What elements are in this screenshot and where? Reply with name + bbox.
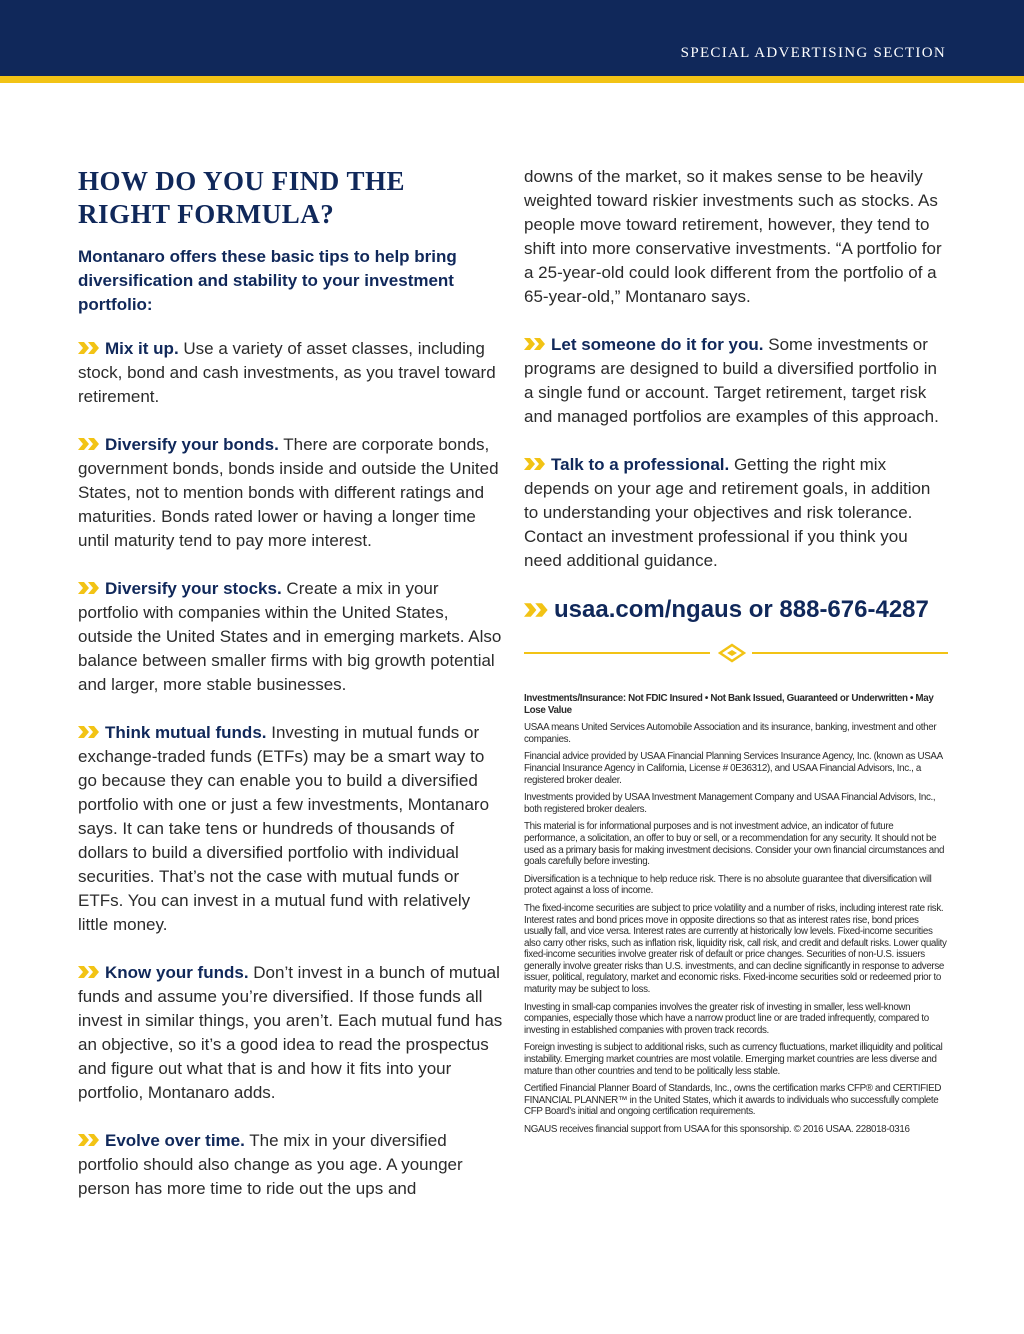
tip-heading: Diversify your stocks. <box>105 579 282 598</box>
disclosure-paragraph: Foreign investing is subject to additional risks, such as currency fluctuations, market illiquidity and political instability. Emerging market countries are most volatile. Emerging market countries are less diverse and mature than other countries and tend to be politically less stable. <box>524 1042 943 1077</box>
disclosure-paragraph: USAA means United Services Automobile Association and its insurance, banking, investment and other companies. <box>524 722 937 745</box>
tip-heading: Evolve over time. <box>105 1131 245 1150</box>
tip-body: Use a variety of asset classes, including stock, bond and cash investments, as you travel toward retirement. <box>78 339 496 406</box>
tip-paragraph <box>78 961 503 1105</box>
disclosure-paragraph: The fixed-income securities are subject to price volatility and a number of risks, including interest rate risk. Interest rates and bond prices move in opposite directions so that as interest rates rise, bond prices usually fall, and vice versa. Interest rates are currently at historically low levels. Fixed-income securities also carry other risks, such as inflation risk, liquidity risk, call risk, and credit and default risks. Lower quality fixed-income securities involve greater risk of default or price changes. Securities of non-U.S. issuers generally involve greater risks than U.S. investments, and can decline significantly in response to adverse issuer, political, regulatory, market and economic risks. Fixed-income securities sold or redeemed prior to maturity may be subject to loss. <box>524 902 947 996</box>
double-chevron-icon <box>524 603 551 617</box>
divider-line-left <box>524 652 710 654</box>
double-chevron-icon <box>78 582 102 594</box>
tip-body: Getting the right mix depends on your age and retirement goals, in addition to understanding your objectives and risk tolerance. Contact an investment professional if you think you need additional guidance. <box>524 455 931 570</box>
tip-paragraph <box>78 721 503 937</box>
contact-line[interactable] <box>524 595 949 625</box>
tip-paragraph <box>78 577 503 697</box>
left-column <box>78 165 503 1201</box>
tip-body: Don’t invest in a bunch of mutual funds and assume you’re diversified. If those funds all invest in similar things, you aren’t. Each mutual fund has an objective, so it’s a good idea to read the prospectus and figure out what that is and how it fits into your portfolio, Montanaro adds. <box>78 963 503 1102</box>
tip-paragraph <box>78 1129 503 1201</box>
tip-heading: Think mutual funds. <box>105 723 267 742</box>
right-column <box>524 165 949 1142</box>
disclosure-paragraph: Financial advice provided by USAA Financial Planning Services Insurance Agency, Inc. (known as USAA Financial Insurance Agency in California, License # 0E36312), and USAA Financial Advisors, Inc., a registered broker dealer. <box>524 751 943 786</box>
disclosure-paragraph: Investing in small-cap companies involves the greater risk of investing in smaller, less well-known companies, especially those which have a narrow product line or are traded infrequently, compared to investing in established companies with proven track records. <box>524 1001 929 1036</box>
tip-heading: Talk to a professional. <box>551 455 730 474</box>
tip-heading: Mix it up. <box>105 339 179 358</box>
double-chevron-icon <box>78 342 102 354</box>
tip-body: Create a mix in your portfolio with companies within the United States, outside the United States and in emerging markets. Also balance between smaller firms with big growth potential and larger, more stable businesses. <box>78 579 502 694</box>
section-label: SPECIAL ADVERTISING SECTION <box>680 45 946 61</box>
disclosure-heading: Investments/Insurance: Not FDIC Insured • Not Bank Issued, Guaranteed or Underwritten • May Lose Value <box>524 693 934 716</box>
tip-body: Some investments or programs are designed to build a diversified portfolio in a single fund or account. Target retirement, target risk and managed portfolios are examples of this approach. <box>524 335 939 426</box>
tip-heading: Know your funds. <box>105 963 249 982</box>
article-title: HOW DO YOU FIND THE RIGHT FORMULA? <box>78 166 406 229</box>
double-chevron-icon <box>78 966 102 978</box>
disclosures <box>524 693 948 1136</box>
tip-paragraph <box>78 433 503 553</box>
contact-link[interactable]: usaa.com/ngaus or 888-676-4287 <box>554 596 929 623</box>
continued-paragraph: downs of the market, so it makes sense to be heavily weighted toward riskier investments such as stocks. As people move toward retirement, however, they tend to shift into more conservative investments. “A portfolio for a 25-year-old could look different from the portfolio of a 65-year-old,” Montanaro says. <box>524 167 942 306</box>
tip-heading: Let someone do it for you. <box>551 335 764 354</box>
disclosure-paragraph: Diversification is a technique to help reduce risk. There is no absolute guarantee that diversification will protect against a loss of income. <box>524 873 932 897</box>
diamond-ornament-icon <box>718 643 746 663</box>
disclosure-paragraph: Investments provided by USAA Investment Management Company and USAA Financial Advisors, Inc., both registered broker dealers. <box>524 792 936 815</box>
double-chevron-icon <box>524 458 548 470</box>
tip-paragraph <box>524 333 949 429</box>
header-bar <box>0 0 1024 76</box>
tip-paragraph <box>524 453 949 573</box>
disclosure-paragraph: Certified Financial Planner Board of Standards, Inc., owns the certification marks CFP® and CERTIFIED FINANCIAL PLANNER™ in the United States, which it awards to individuals who successfully complete CFP Board’s initial and ongoing certification requirements. <box>524 1083 942 1118</box>
ornamental-divider <box>524 643 948 663</box>
tip-body: The mix in your diversified portfolio should also change as you age. A younger person has more time to ride out the ups and <box>78 1131 463 1198</box>
tip-paragraph <box>78 337 503 409</box>
double-chevron-icon <box>524 338 548 350</box>
header-stripe <box>0 76 1024 83</box>
disclosure-paragraph: This material is for informational purposes and is not investment advice, an indicator of future performance, a solicitation, an offer to buy or sell, or a recommendation for any security. It should not be used as a primary basis for making investment decisions. Consider your own financial circumstances and goals carefully before investing. <box>524 821 945 868</box>
disclosure-paragraph: NGAUS receives financial support from USAA for this sponsorship. © 2016 USAA. 228018-0316 <box>524 1124 910 1135</box>
double-chevron-icon <box>78 438 102 450</box>
tip-body: There are corporate bonds, government bonds, bonds inside and outside the United States, not to mention bonds with different ratings and maturities. Bonds rated lower or having a longer time until maturity tend to pay more interest. <box>78 435 499 550</box>
tip-body: Investing in mutual funds or exchange-traded funds (ETFs) may be a smart way to go because they can enable you to build a diversified portfolio with one or just a few investments, Montanaro says. It can take tens or hundreds of thousands of dollars to build a diversified portfolio with individual securities. That’s not the case with mutual funds or ETFs. You can invest in a mutual fund with relatively little money. <box>78 723 490 934</box>
tip-heading: Diversify your bonds. <box>105 435 279 454</box>
divider-line-right <box>752 652 948 654</box>
double-chevron-icon <box>78 1134 102 1146</box>
article-intro: Montanaro offers these basic tips to help bring diversification and stability to your investment portfolio: <box>78 247 457 314</box>
double-chevron-icon <box>78 726 102 738</box>
